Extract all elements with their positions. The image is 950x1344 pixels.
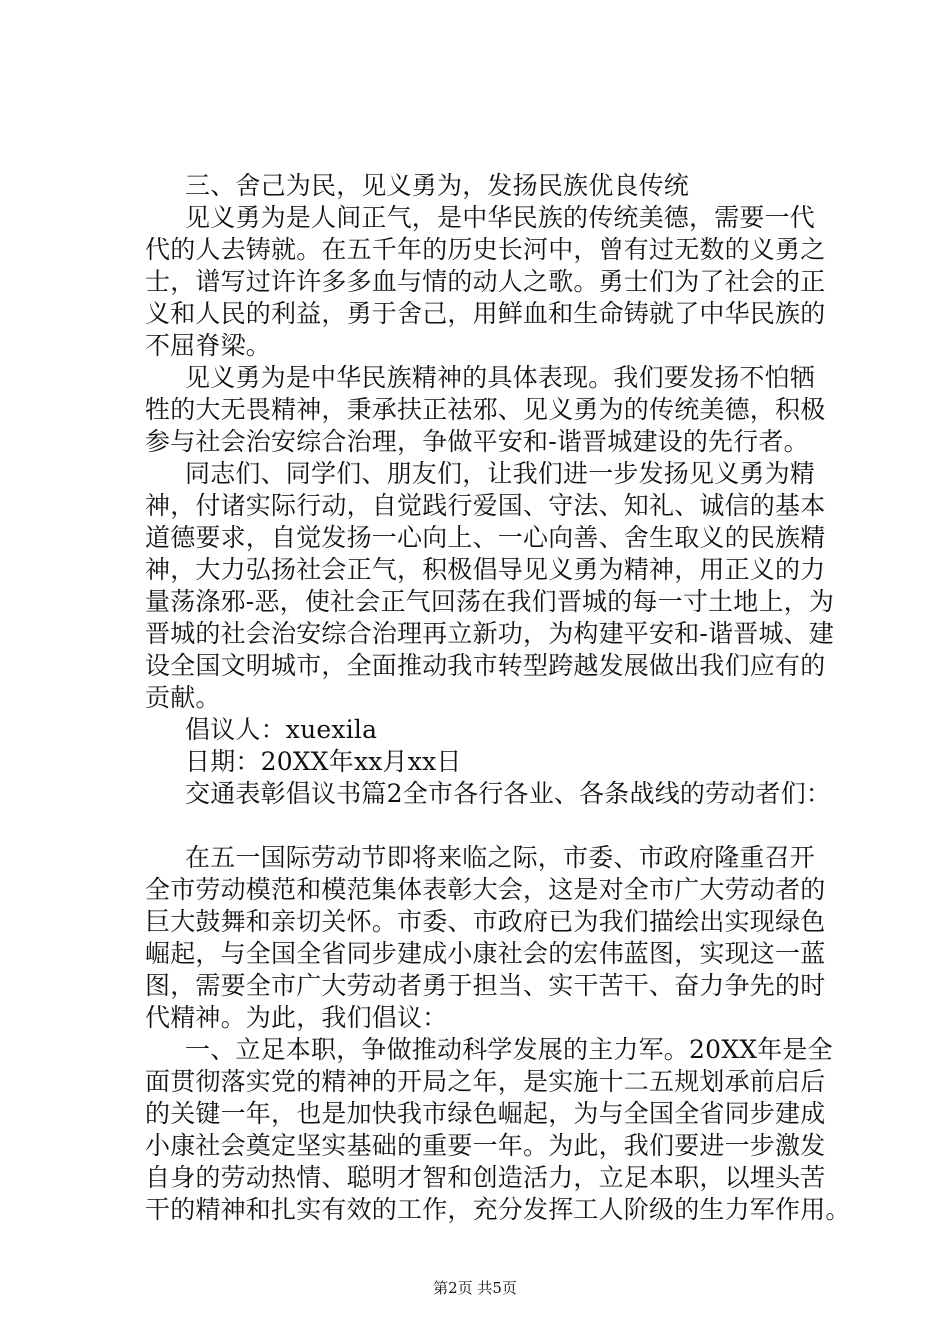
paragraph-line: 神，付诸实际行动，自觉践行爱国、守法、知礼、诚信的基本 [145,491,826,520]
paragraph-line: 参与社会治安综合治理，争做平安和-谐晋城建设的先行者。 [145,427,809,456]
paragraph-line: 干的精神和扎实有效的工作，充分发挥工人阶级的生力军作用。 [145,1195,851,1224]
paragraph-3 [145,458,835,714]
paragraph-line: 崛起，与全国全省同步建成小康社会的宏伟蓝图，实现这一蓝 [145,939,826,968]
paragraph-4 [145,842,826,1034]
paragraph-line: 巨大鼓舞和亲切关怀。市委、市政府已为我们描绘出实现绿色 [145,907,826,936]
paragraph-line: 见义勇为是中华民族精神的具体表现。我们要发扬不怕牺 [185,363,816,392]
paragraph-line: 神，大力弘扬社会正气，积极倡导见义勇为精神，用正义的力 [145,555,826,584]
signer-line: 倡议人：xuexila [185,715,378,744]
paragraph-line: 牲的大无畏精神，秉承扶正祛邪、见义勇为的传统美德，积极 [145,395,826,424]
paragraph-line: 一、立足本职，争做推动科学发展的主力军。20XX年是全 [185,1035,833,1064]
section-title: 三、舍己为民，见义勇为，发扬民族优良传统 [185,171,690,200]
paragraph-line: 面贯彻落实党的精神的开局之年，是实施十二五规划承前启后 [145,1067,826,1096]
paragraph-line: 代的人去铸就。在五千年的历史长河中，曾有过无数的义勇之 [145,235,826,264]
paragraph-line: 晋城的社会治安综合治理再立新功，为构建平安和-谐晋城、建 [145,619,835,648]
blank-line [145,810,810,842]
paragraph-line: 见义勇为是人间正气，是中华民族的传统美德，需要一代 [185,203,816,232]
page-number-label: 第2页 共5页 [433,1279,517,1297]
paragraph-line: 的关键一年，也是加快我市绿色崛起，为与全国全省同步建成 [145,1099,826,1128]
paragraph-line: 同志们、同学们、朋友们，让我们进一步发扬见义勇为精 [185,459,816,488]
paragraph-line: 全市劳动模范和模范集体表彰大会，这是对全市广大劳动者的 [145,875,826,904]
next-document-heading: 交通表彰倡议书篇2全市各行各业、各条战线的劳动者们： [185,779,832,808]
paragraph-line: 士，谱写过许许多多血与情的动人之歌。勇士们为了社会的正 [145,267,826,296]
paragraph-line: 图，需要全市广大劳动者勇于担当、实干苦干、奋力争先的时 [145,971,826,1000]
paragraph-line: 道德要求，自觉发扬一心向上、一心向善、舍生取义的民族精 [145,523,826,552]
paragraph-line: 义和人民的利益，勇于舍己，用鲜血和生命铸就了中华民族的 [145,299,826,328]
paragraph-line: 在五一国际劳动节即将来临之际，市委、市政府隆重召开 [185,843,816,872]
paragraph-line: 设全国文明城市，全面推动我市转型跨越发展做出我们应有的 [145,651,826,680]
paragraph-1 [145,202,826,362]
paragraph-line: 代精神。为此，我们倡议： [145,1003,448,1032]
paragraph-line: 小康社会奠定坚实基础的重要一年。为此，我们要进一步激发 [145,1131,826,1160]
paragraph-line: 不屈脊梁。 [145,331,272,360]
paragraph-line: 量荡涤邪-恶，使社会正气回荡在我们晋城的每一寸土地上，为 [145,587,835,616]
page-footer [0,1278,950,1298]
paragraph-5 [145,1034,851,1226]
paragraph-2 [145,362,826,458]
paragraph-line: 自身的劳动热情、聪明才智和创造活力，立足本职，以埋头苦 [145,1163,826,1192]
document-body [145,170,851,1226]
paragraph-line: 贡献。 [145,683,221,712]
date-line: 日期：20XX年xx月xx日 [185,747,462,776]
